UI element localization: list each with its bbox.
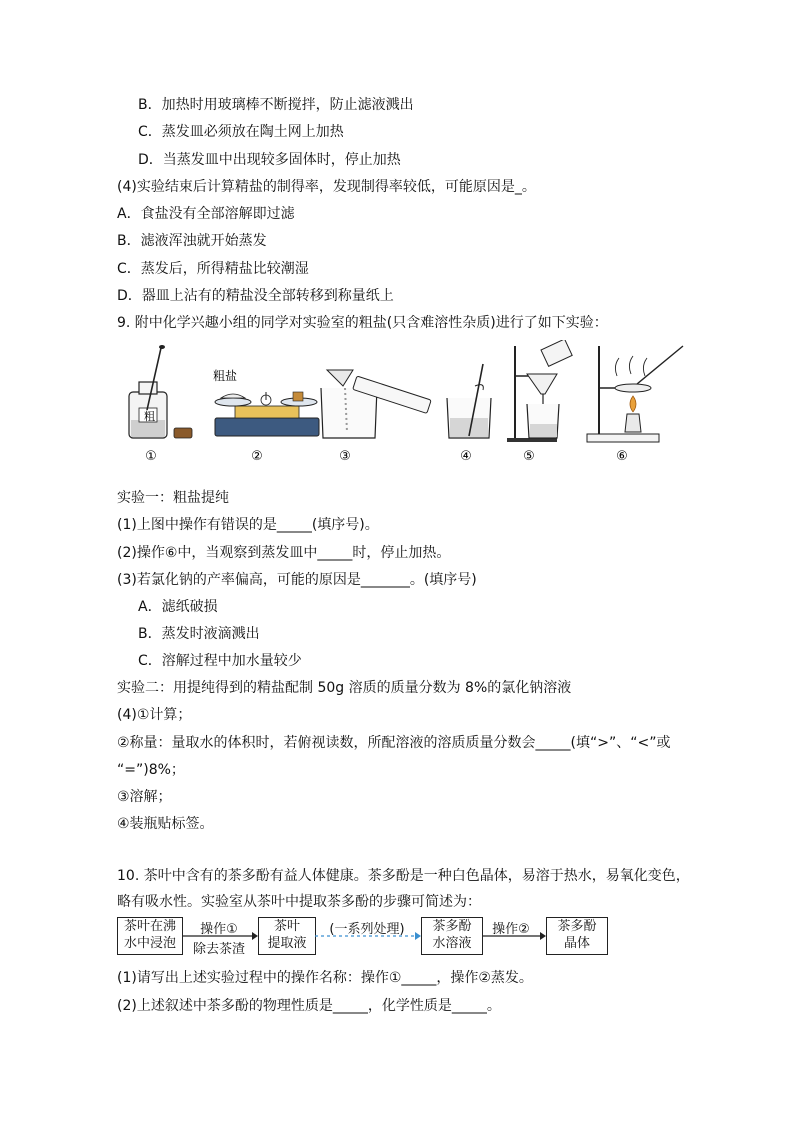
step-number: ③ <box>339 449 351 464</box>
question-4-calc: (4)①计算； <box>117 707 192 723</box>
flow-box-text: 晶体 <box>563 936 590 951</box>
filtration-setup-icon <box>507 340 572 442</box>
step-weigh-cont: “=”)8%； <box>117 762 185 778</box>
question-4-yield: (4)实验结束后计算精盐的制得率，发现制得率较低，可能原因是_。 <box>117 179 536 195</box>
flow-box-soak <box>117 917 183 955</box>
flow-arrow-icon <box>482 932 546 940</box>
question-3-yield-high: (3)若氯化钠的产率偏高，可能的原因是_______。(填序号) <box>117 572 477 588</box>
step-number: ② <box>251 449 263 464</box>
option-a-salt: A．食盐没有全部溶解即过滤 <box>117 206 295 222</box>
option-b-splash: B．蒸发时液滴溅出 <box>138 626 260 642</box>
flow-box-text: 茶叶在沸 <box>123 919 176 934</box>
bottle-label: 粗 <box>144 410 155 423</box>
step-number: ① <box>145 449 157 464</box>
option-c-damp: C．蒸发后，所得精盐比较潮湿 <box>117 261 309 277</box>
stirring-beaker-icon <box>447 364 491 438</box>
step-dissolve: ③溶解； <box>117 789 172 805</box>
question-10-intro: 10. 茶叶中含有的茶多酚有益人体健康。茶多酚是一种白色晶体，易溶于热水，易氧化变色， <box>117 868 690 884</box>
step-number: ⑥ <box>616 449 628 464</box>
option-c-less-water: C．溶解过程中加水量较少 <box>138 653 302 669</box>
experiment-2-heading: 实验二：用提纯得到的精盐配制 50g 溶质的质量分数为 8%的氯化钠溶液 <box>117 680 572 696</box>
option-b-heating: B．加热时用玻璃棒不断搅拌，防止滤液溅出 <box>138 97 414 113</box>
flow-box-text: 茶多酚 <box>557 919 597 934</box>
step-label: ④装瓶贴标签。 <box>117 816 214 832</box>
balance-label: 粗盐 <box>213 369 238 383</box>
flow-box-text: 水溶液 <box>432 936 472 951</box>
arrow-1-top-label: 操作① <box>200 922 238 937</box>
dissolving-beaker-icon <box>321 370 431 438</box>
experiment-figure <box>117 340 687 465</box>
process-flowchart <box>117 912 617 962</box>
step-weigh: ②称量：量取水的体积时，若俯视读数，所配溶液的溶质质量分数会_____(填“>”、“<”或 <box>117 735 671 751</box>
experiment-1-heading: 实验一：粗盐提纯 <box>117 490 229 506</box>
balance-icon <box>215 392 319 436</box>
option-d-stop-heating: D．当蒸发皿中出现较多固体时，停止加热 <box>138 152 401 168</box>
question-10-1: (1)请写出上述实验过程中的操作名称：操作①_____，操作②蒸发。 <box>117 970 533 986</box>
flow-box-text: 茶叶 <box>273 919 300 934</box>
option-c-evaporating: C．蒸发皿必须放在陶土网上加热 <box>138 124 344 140</box>
step-number: ④ <box>460 449 472 464</box>
question-10-2: (2)上述叙述中茶多酚的物理性质是_____，化学性质是_____。 <box>117 998 501 1014</box>
evaporation-setup-icon <box>587 346 683 442</box>
dashed-arrow-icon <box>315 932 421 940</box>
flow-box-text: 提取液 <box>267 936 307 951</box>
option-b-filtrate: B．滤液浑浊就开始蒸发 <box>117 233 267 249</box>
flow-box-crystal <box>546 917 608 955</box>
flow-box-solution <box>421 917 483 955</box>
option-a-filter-paper: A．滤纸破损 <box>138 599 218 615</box>
flow-box-extract <box>258 917 316 955</box>
question-9-intro: 9. 附中化学兴趣小组的同学对实验室的粗盐(只含难溶性杂质)进行了如下实验： <box>117 315 608 331</box>
arrow-2-label: (一系列处理) <box>329 922 405 937</box>
reagent-bottle-icon <box>129 345 192 438</box>
question-10-intro-cont: 略有吸水性。实验室从茶叶中提取茶多酚的步骤可简述为： <box>117 894 481 910</box>
flow-box-text: 茶多酚 <box>432 919 472 934</box>
option-d-transfer: D．器皿上沾有的精盐没全部转移到称量纸上 <box>117 288 394 304</box>
step-number: ⑤ <box>523 449 535 464</box>
flow-box-text: 水中浸泡 <box>123 936 176 951</box>
arrow-3-label: 操作② <box>492 922 530 937</box>
question-2-observe: (2)操作⑥中，当观察到蒸发皿中_____时，停止加热。 <box>117 545 451 561</box>
question-1-wrong-step: (1)上图中操作有错误的是_____(填序号)。 <box>117 517 379 533</box>
arrow-1-bottom-label: 除去茶渣 <box>192 942 245 957</box>
